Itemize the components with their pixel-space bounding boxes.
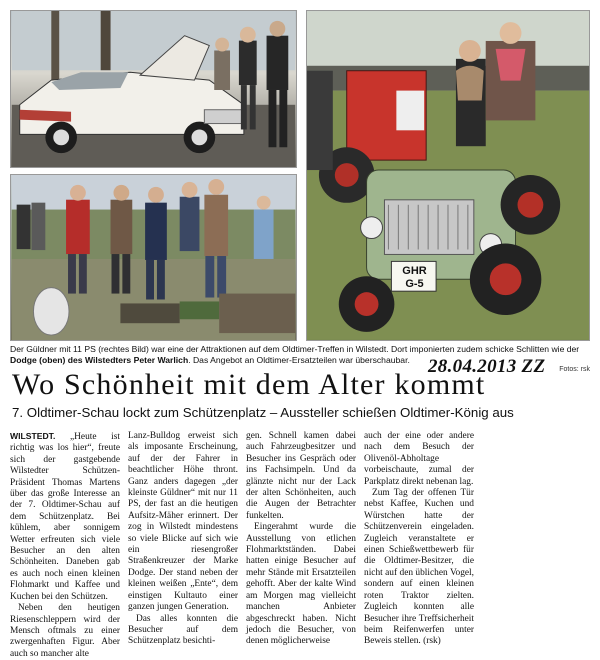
license-plate — [392, 263, 437, 293]
crowd-illustration — [11, 175, 296, 340]
article-paragraph: Neben den heutigen Riesenschleppern wird der Mensch oftmals zu einer zwergenhaften Figur. Aber auch so mancher alte — [10, 603, 120, 659]
subheadline: 7. Oldtimer-Schau lockt zum Schützenplatz – Aussteller schießen Oldtimer-König aus — [12, 405, 514, 420]
article-paragraph: Lanz-Bulldog erweist sich als imposante Erscheinung, auf der der Fahrer in beachtlicher Höhe thront. Ganz anders dagegen „der kleinste Güldner“ mit nur 11 PS, der fast an die heutigen Aufsitz-Mäher erinnert. Der zog in Wilstedt mindestens so viele Blicke auf sich wie ein riesengroßer Straßenkreuzer der Marke Dodge. Der stand neben der kleinen weißen „Ente“, dem einstigen Kultauto einer ganzen jungen Generation. — [128, 431, 238, 613]
article-paragraph: Zum Tag der offenen Tür nebst Kaffee, Kuchen und Würstchen hatte der Schützenverein eingeladen. Zugleich veranstaltete er einen Schießwettbewerb für die Oldtimer-Besitzer, die nicht auf den üblichen Vogel, sondern auf einen kleinen roten Traktor zielten. Zugleich konnten alle Besucher ihre Treffsicherheit beim Reifenwerfen unter Beweis stellen. (rsk) — [364, 488, 474, 647]
tractor-illustration — [307, 11, 589, 340]
dateline: WILSTEDT. — [10, 431, 56, 441]
article-column-1 — [10, 431, 120, 660]
article-paragraph — [10, 431, 120, 603]
article-paragraph: gen. Schnell kamen dabei auch Fahrzeugbesitzer und Besucher ins Gespräch oder ins Fachsimpeln. Und da glänzte nicht nur der Lack der alten Schönheiten, auch die Augen der Betrachter funkelten. — [246, 431, 356, 521]
article-paragraph: auch der eine oder andere nach dem Besuch der Olivenöl-Abholtage vorbeischaute, zumal der Parkplatz direkt nebenan lag. — [364, 431, 474, 487]
article-paragraph: Das alles konnten die Besucher auf dem Schützenplatz besichti- — [128, 613, 238, 647]
dodge-car-illustration — [11, 11, 296, 167]
photo-flea-market-crowd — [10, 174, 297, 341]
caption-text-bold: Dodge (oben) des Wilstedters Peter Warlich — [10, 355, 189, 366]
plate-line-2: G-5 — [405, 278, 424, 290]
photo-gueldner-tractor — [306, 10, 590, 341]
article-column-5 — [482, 431, 592, 660]
caption-text-part1: Der Güldner mit 11 PS (rechtes Bild) war eine der Attraktionen auf dem Oldtimer-Treffen in Wilstedt. Dort imponierten zudem schicke Schlitten wie der — [10, 344, 580, 354]
caption-text-part2: . Das Angebot an Oldtimer-Ersatzteilen war überschaubar. — [188, 355, 410, 366]
article-paragraph: Eingerahmt wurde die Ausstellung von etlichen Flohmarktständen. Dabei hatten einige Besucher auf mehr Stände mit Ersatzteilen gehofft. Aber der kalte Wind am Morgen mag vielleicht manchen Anbieter abgeschreckt haben. Nicht jedoch die Besucher, von denen möglicherweise — [246, 522, 356, 647]
article-column-3 — [246, 431, 356, 660]
photo-dodge-car — [10, 10, 297, 168]
article-column-2 — [128, 431, 238, 660]
article-text: „Heute ist richtig was los hier“, freute sich der gastgebende Wilstedter Schützen-Präsident Thomas Martens über das große Interesse an der 7. Oldtimer-Schau auf dem Schützenplatz. Bei kühlem, aber sonnigem Wetter erfreuten sich viele Besucher an den alten Schönheiten. Daneben gab es auch noch einen kleinen Flohmarkt und Kaffee und Kuchen bei den Schützen. — [10, 432, 121, 602]
headline: Wo Schönheit mit dem Alter kommt — [12, 368, 486, 401]
article-column-4 — [364, 431, 474, 660]
article-body — [10, 431, 592, 659]
plate-line-1: GHR — [402, 265, 427, 277]
date-stamp: 28.04.2013 ZZ — [428, 356, 546, 377]
photo-credit: Fotos: rsk — [559, 366, 590, 373]
